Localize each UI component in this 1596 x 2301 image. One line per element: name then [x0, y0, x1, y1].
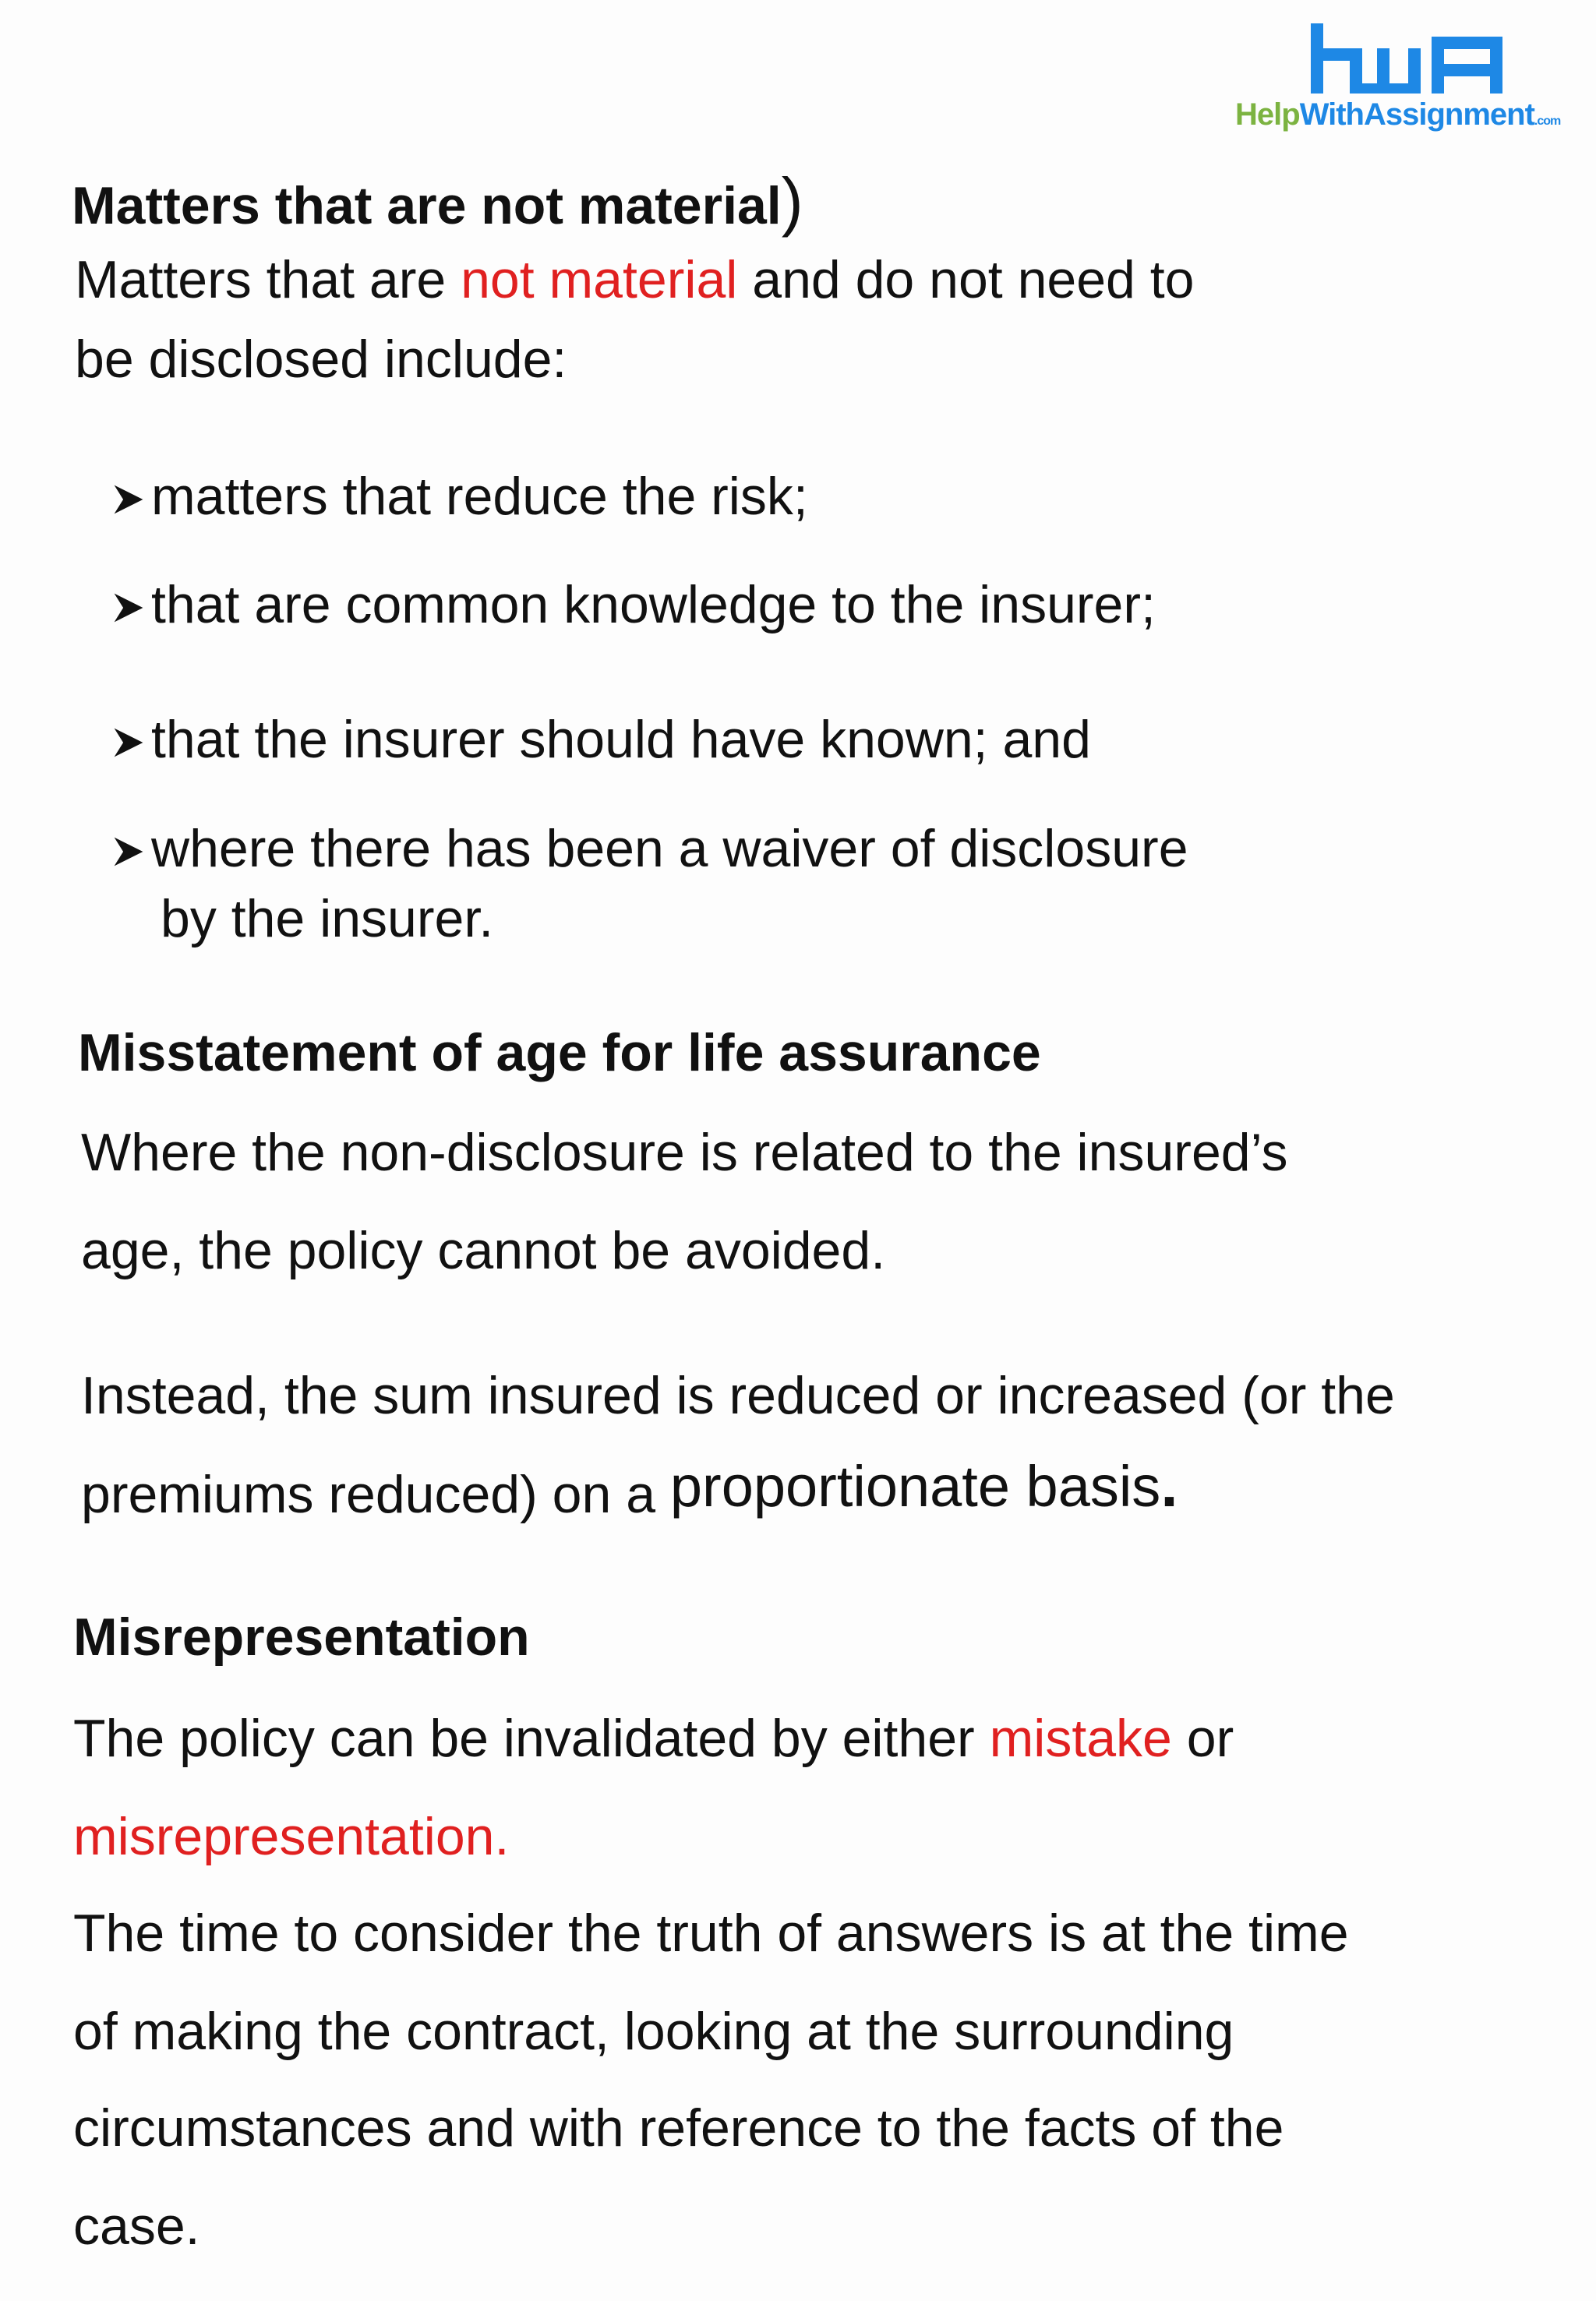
bullet-item-4-continuation: by the insurer.	[161, 889, 494, 948]
arrow-bullet-icon	[111, 834, 147, 870]
section3-heading: Misrepresentation	[73, 1608, 530, 1667]
arrow-bullet-icon	[111, 590, 147, 626]
para2-text-end: .	[1160, 1450, 1178, 1519]
section1-intro-line1	[75, 249, 1194, 310]
arrow-bullet-icon	[111, 725, 147, 761]
section1-heading-text: Matters that are not material	[72, 176, 782, 235]
hwa-logo	[1235, 23, 1578, 148]
section3-line1	[73, 1708, 1234, 1769]
hwa-logo-icon	[1309, 23, 1512, 94]
section3-text-1: The policy can be invalidated by either	[73, 1709, 990, 1768]
para2-text-1: premiums reduced) on a	[81, 1465, 670, 1524]
para2-text-2: proportionate basis	[669, 1454, 1161, 1519]
section2-para2-line1: Instead, the sum insured is reduced or increased (or the	[81, 1366, 1395, 1425]
bullet-item-1	[111, 466, 808, 527]
section2-para1-line1: Where the non-disclosure is related to the insured’s	[81, 1123, 1288, 1182]
bullet-item-3	[111, 709, 1091, 770]
logo-text-suffix: .com	[1534, 115, 1561, 128]
bullet-item-2	[111, 574, 1156, 635]
bullet-text-1: matters that reduce the risk;	[151, 467, 808, 526]
section2-para2-line2	[81, 1450, 1178, 1527]
section3-para2-line2: of making the contract, looking at the surrounding	[73, 2002, 1234, 2061]
bullet-item-4	[111, 818, 1188, 879]
section3-text-2: or	[1171, 1709, 1234, 1768]
intro-highlight: not material	[461, 250, 738, 309]
section1-intro-line2: be disclosed include:	[75, 330, 567, 389]
section3-para2-line4: case.	[73, 2197, 200, 2256]
logo-text-help: Help	[1235, 97, 1300, 132]
section1-heading-paren: )	[781, 164, 803, 238]
section3-highlight-misrepresentation: misrepresentation.	[73, 1807, 510, 1866]
bullet-text-3: that the insurer should have known; and	[151, 710, 1091, 769]
intro-text-1: Matters that are	[75, 250, 461, 309]
bullet-text-2: that are common knowledge to the insurer;	[151, 575, 1156, 634]
arrow-bullet-icon	[111, 482, 147, 517]
section1-heading	[72, 164, 803, 239]
intro-text-2: and do not need to	[737, 250, 1195, 309]
logo-wordmark	[1235, 97, 1578, 132]
section3-highlight-mistake: mistake	[989, 1709, 1172, 1768]
section2-heading: Misstatement of age for life assurance	[78, 1023, 1041, 1082]
section3-para2-line3: circumstances and with reference to the facts of the	[73, 2098, 1284, 2158]
logo-text-assignment: WithAssignment	[1299, 97, 1534, 132]
section2-para1-line2: age, the policy cannot be avoided.	[81, 1221, 886, 1280]
section3-para2-line1: The time to consider the truth of answers is at the time	[73, 1904, 1349, 1963]
bullet-text-4: where there has been a waiver of disclosure	[151, 819, 1188, 878]
